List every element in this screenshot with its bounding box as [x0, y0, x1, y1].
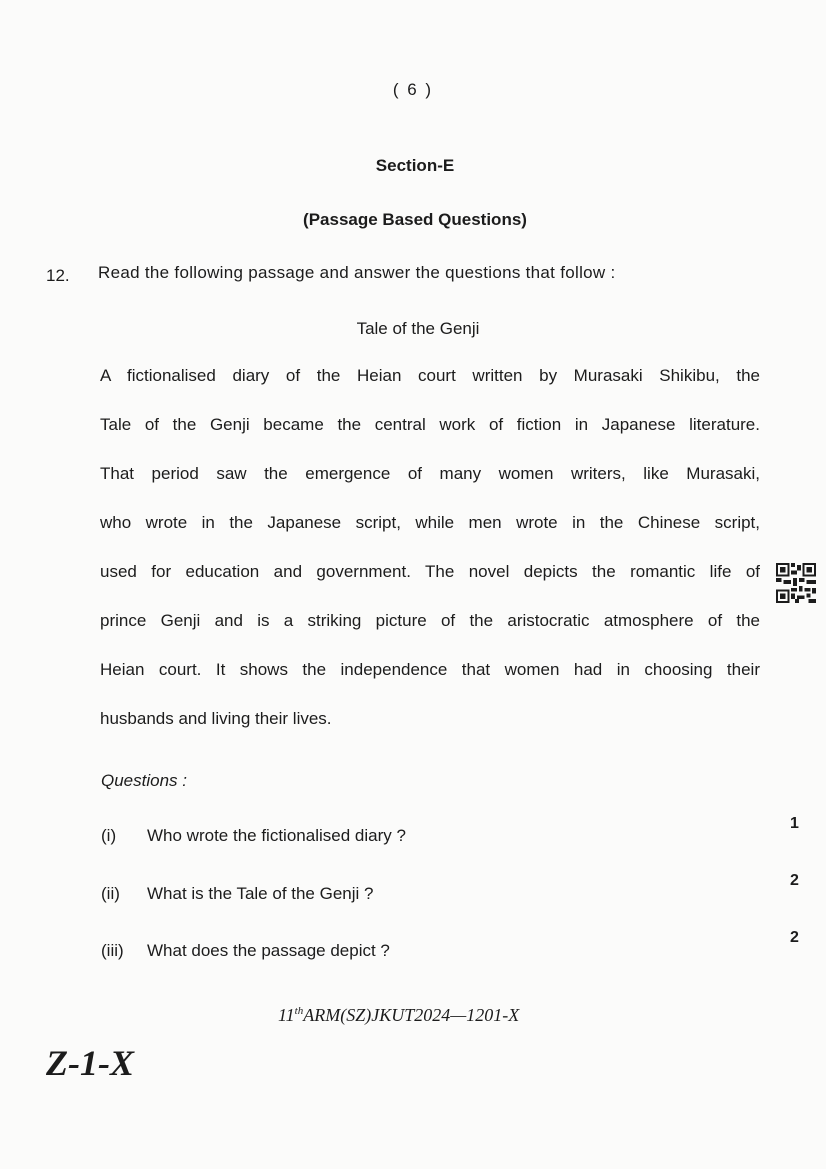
passage-title: Tale of the Genji: [356, 319, 480, 338]
sub-question-text: What is the Tale of the Genji ?: [147, 884, 374, 903]
passage-line: husbands and living their lives.: [100, 709, 332, 728]
sub-question-label: (i): [101, 826, 117, 845]
section-title: Section-E: [375, 156, 455, 175]
series-code: Z-1-X: [46, 1043, 134, 1083]
questions-heading: Questions :: [101, 771, 187, 790]
sub-question-2: [101, 884, 373, 904]
passage: [100, 363, 760, 755]
sub-question-text: What does the passage depict ?: [147, 941, 390, 960]
marks-1: 1: [790, 815, 799, 832]
question-paper-code: [278, 1005, 519, 1026]
passage-line: A fictionalised diary of the Heian court written by Murasaki Shikibu, the: [100, 366, 760, 385]
passage-line: prince Genji and is a striking picture of the aristocratic atmosphere of the: [100, 611, 760, 630]
question-number: 12.: [46, 266, 70, 285]
passage-line: Heian court. It shows the independence that women had in choosing their: [100, 660, 760, 679]
question-instruction: Read the following passage and answer the questions that follow :: [98, 263, 616, 282]
passage-line: used for education and government. The novel depicts the romantic life of: [100, 562, 760, 581]
marks-2: 2: [790, 872, 799, 889]
code-suffix: ARM(SZ)JKUT2024—1201-X: [303, 1005, 520, 1025]
passage-line: Tale of the Genji became the central work of fiction in Japanese literature.: [100, 415, 760, 434]
section-subtitle: (Passage Based Questions): [303, 210, 527, 229]
passage-line: That period saw the emergence of many women writers, like Murasaki,: [100, 464, 760, 483]
passage-line: who wrote in the Japanese script, while men wrote in the Chinese script,: [100, 513, 760, 532]
code-prefix: 11: [278, 1005, 295, 1025]
marks-3: 2: [790, 929, 799, 946]
qr-code-icon: [776, 563, 816, 603]
sub-question-text: Who wrote the fictionalised diary ?: [147, 826, 406, 845]
sub-question-label: (ii): [101, 884, 120, 903]
sub-question-3: [101, 941, 390, 961]
sub-question-label: (iii): [101, 941, 124, 960]
page-number: ( 6 ): [392, 80, 434, 99]
sub-question-1: [101, 826, 406, 846]
code-superscript: th: [294, 1005, 304, 1017]
